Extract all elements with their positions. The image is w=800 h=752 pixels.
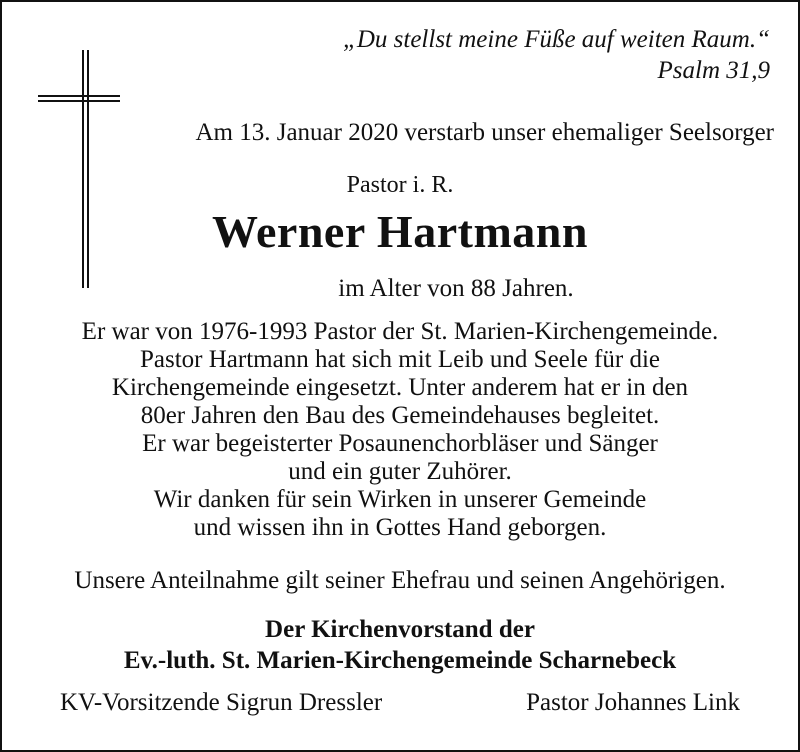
organization bbox=[2, 614, 798, 676]
psalm-quote bbox=[343, 24, 770, 86]
quote-source: Psalm 31,9 bbox=[657, 57, 770, 84]
biography-line: Er war von 1976-1993 Pastor der St. Marien-Kirchengemeinde. bbox=[81, 318, 719, 345]
organization-line-2: Ev.-luth. St. Marien-Kirchengemeinde Scharnebeck bbox=[123, 647, 677, 674]
biography bbox=[2, 318, 798, 542]
biography-line: und wissen ihn in Gottes Hand geborgen. bbox=[193, 514, 607, 541]
biography-line: Wir danken für sein Wirken in unserer Gemeinde bbox=[153, 486, 647, 513]
title-prefix: Pastor i. R. bbox=[346, 172, 454, 198]
deceased-name: Werner Hartmann bbox=[212, 206, 588, 257]
quote-text: „Du stellst meine Füße auf weiten Raum.“ bbox=[342, 26, 770, 53]
biography-line: 80er Jahren den Bau des Gemeindehauses begleitet. bbox=[140, 402, 660, 429]
biography-line: Pastor Hartmann hat sich mit Leib und Seele für die bbox=[139, 346, 660, 373]
signature-right: Pastor Johannes Link bbox=[526, 689, 740, 716]
age-line: im Alter von 88 Jahren. bbox=[338, 275, 574, 302]
biography-line: Kirchengemeinde eingesetzt. Unter anderem hat er in den bbox=[111, 374, 689, 401]
organization-line-1: Der Kirchenvorstand der bbox=[265, 616, 535, 643]
death-announcement: Am 13. Januar 2020 verstarb unser ehemaliger Seelsorger bbox=[195, 119, 774, 146]
condolence: Unsere Anteilnahme gilt seiner Ehefrau und seinen Angehörigen. bbox=[74, 567, 726, 594]
biography-line: Er war begeisterter Posaunenchorbläser und Sänger bbox=[142, 430, 658, 457]
biography-line: und ein guter Zuhörer. bbox=[288, 458, 512, 485]
signature-left: KV-Vorsitzende Sigrun Dressler bbox=[60, 689, 383, 716]
